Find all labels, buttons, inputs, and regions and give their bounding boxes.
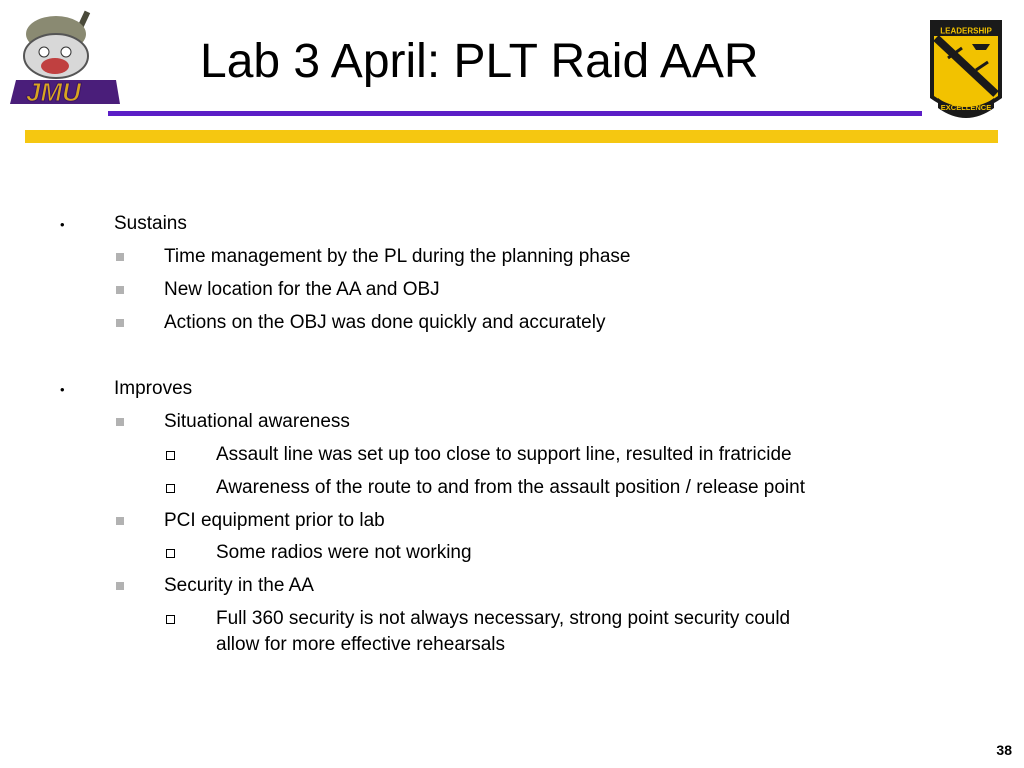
- bullet-dot: •: [60, 382, 65, 397]
- improve-item-1: Situational awareness: [164, 411, 350, 432]
- improve-subitem-2-1: Some radios were not working: [216, 542, 472, 563]
- sustain-item-1: Time management by the PL during the planning phase: [164, 246, 631, 267]
- sustain-item-3: Actions on the OBJ was done quickly and accurately: [164, 312, 606, 333]
- jmu-logo-text: JMU: [26, 77, 81, 106]
- improve-item-2: PCI equipment prior to lab: [164, 510, 385, 531]
- square-bullet-icon: [116, 418, 124, 426]
- page-number: 38: [996, 742, 1012, 758]
- sustains-heading: Sustains: [114, 213, 187, 234]
- improve-subitem-3-1-continued: allow for more effective rehearsals: [216, 634, 505, 655]
- excellence-text: EXCELLENCE: [940, 103, 992, 112]
- improve-subitem-1-1: Assault line was set up too close to support line, resulted in fratricide: [216, 444, 792, 465]
- square-bullet-icon: [116, 517, 124, 525]
- title-underline-purple: [108, 111, 922, 116]
- hollow-square-bullet-icon: [166, 484, 175, 493]
- hollow-square-bullet-icon: [166, 451, 175, 460]
- square-bullet-icon: [116, 319, 124, 327]
- square-bullet-icon: [116, 253, 124, 261]
- hollow-square-bullet-icon: [166, 615, 175, 624]
- square-bullet-icon: [116, 286, 124, 294]
- hollow-square-bullet-icon: [166, 549, 175, 558]
- bullet-dot: •: [60, 217, 65, 232]
- rotc-crest-logo: [928, 18, 1004, 124]
- improve-subitem-3-1: Full 360 security is not always necessary, strong point security could: [216, 608, 791, 629]
- sustain-item-2: New location for the AA and OBJ: [164, 279, 440, 300]
- slide-title: Lab 3 April: PLT Raid AAR: [200, 35, 759, 88]
- jmu-bulldog-logo: [6, 4, 124, 106]
- title-underline-gold: [25, 130, 998, 143]
- improve-item-3: Security in the AA: [164, 575, 314, 596]
- square-bullet-icon: [116, 582, 124, 590]
- leadership-text: LEADERSHIP: [940, 26, 992, 36]
- improves-heading: Improves: [114, 378, 193, 399]
- improve-subitem-1-2: Awareness of the route to and from the assault position / release point: [216, 477, 805, 498]
